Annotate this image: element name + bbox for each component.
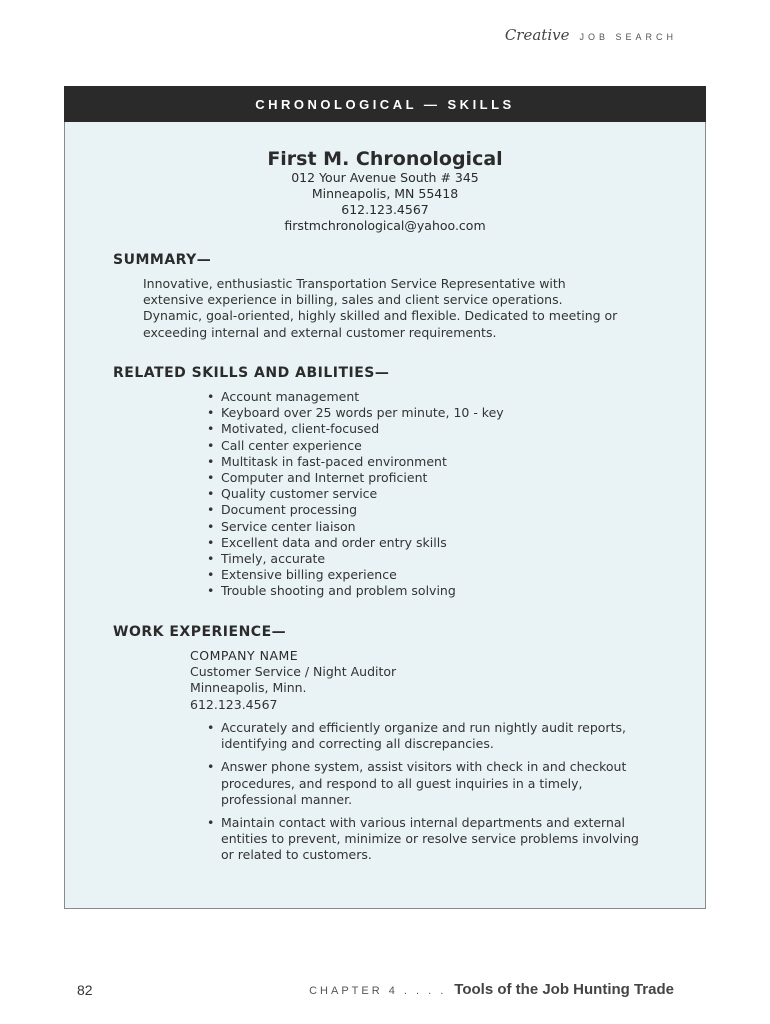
page-number: 82: [77, 982, 93, 998]
summary-line: exceeding internal and external customer requirements.: [143, 324, 497, 340]
contact-block: [65, 170, 705, 234]
skill-item: • Trouble shooting and problem solving: [205, 583, 504, 599]
contact-city: Minneapolis, MN 55418: [311, 186, 459, 201]
skills-list: [205, 389, 504, 600]
section-title-bar: [64, 86, 706, 122]
summary-line: extensive experience in billing, sales and client service operations.: [143, 292, 563, 308]
skill-item: • Motivated, client-focused: [205, 421, 504, 437]
header-brand: [505, 26, 677, 46]
skill-item: • Document processing: [205, 502, 504, 518]
job-location: Minneapolis, Minn.: [190, 680, 307, 696]
skill-item: • Multitask in fast-paced environment: [205, 454, 504, 470]
brand-script-text: Creative: [504, 26, 570, 44]
duty-item: • Accurately and efficiently organize and run nightly audit reports, identifying and correcting all discrepancies.: [205, 720, 645, 752]
section-title: CHRONOLOGICAL — SKILLS: [255, 96, 515, 112]
company-block: [190, 648, 396, 713]
resume-sample: [64, 122, 706, 909]
skill-item: • Account management: [205, 389, 504, 405]
contact-address: 012 Your Avenue South # 345: [291, 170, 479, 185]
skill-item: • Keyboard over 25 words per minute, 10 - key: [205, 405, 504, 421]
brand-subtitle: JOB SEARCH: [579, 32, 677, 42]
resume-name: First M. Chronological: [267, 148, 503, 170]
company-phone: 612.123.4567: [190, 696, 278, 712]
contact-phone: 612.123.4567: [341, 202, 429, 217]
skill-item: • Quality customer service: [205, 486, 504, 502]
summary-line: Innovative, enthusiastic Transportation Service Representative with: [143, 276, 566, 291]
contact-email: firstmchronological@yahoo.com: [284, 218, 486, 233]
skill-item: • Extensive billing experience: [205, 567, 504, 583]
company-name: COMPANY NAME: [190, 648, 299, 663]
skill-item: • Computer and Internet proficient: [205, 470, 504, 486]
page-footer: [309, 981, 674, 998]
duty-item: • Answer phone system, assist visitors with check in and checkout procedures, and respond to all guest inquiries in a timely, professional manner.: [205, 759, 645, 808]
skill-item: • Timely, accurate: [205, 551, 504, 567]
skills-heading: RELATED SKILLS AND ABILITIES—: [113, 365, 390, 381]
skill-item: • Service center liaison: [205, 519, 504, 535]
summary-heading: SUMMARY—: [113, 252, 212, 268]
skill-item: • Excellent data and order entry skills: [205, 535, 504, 551]
work-heading: WORK EXPERIENCE—: [113, 624, 287, 640]
duties-list: [205, 720, 645, 871]
footer-title: Tools of the Job Hunting Trade: [454, 981, 674, 998]
summary-text: [143, 276, 673, 341]
footer-chapter: CHAPTER 4 . . . .: [309, 985, 447, 997]
job-position: Customer Service / Night Auditor: [190, 664, 397, 680]
skill-item: • Call center experience: [205, 438, 504, 454]
duty-item: • Maintain contact with various internal departments and external entities to prevent, minimize or resolve service problems involving or related to customers.: [205, 815, 645, 864]
summary-line: Dynamic, goal-oriented, highly skilled and flexible. Dedicated to meeting or: [143, 308, 618, 324]
